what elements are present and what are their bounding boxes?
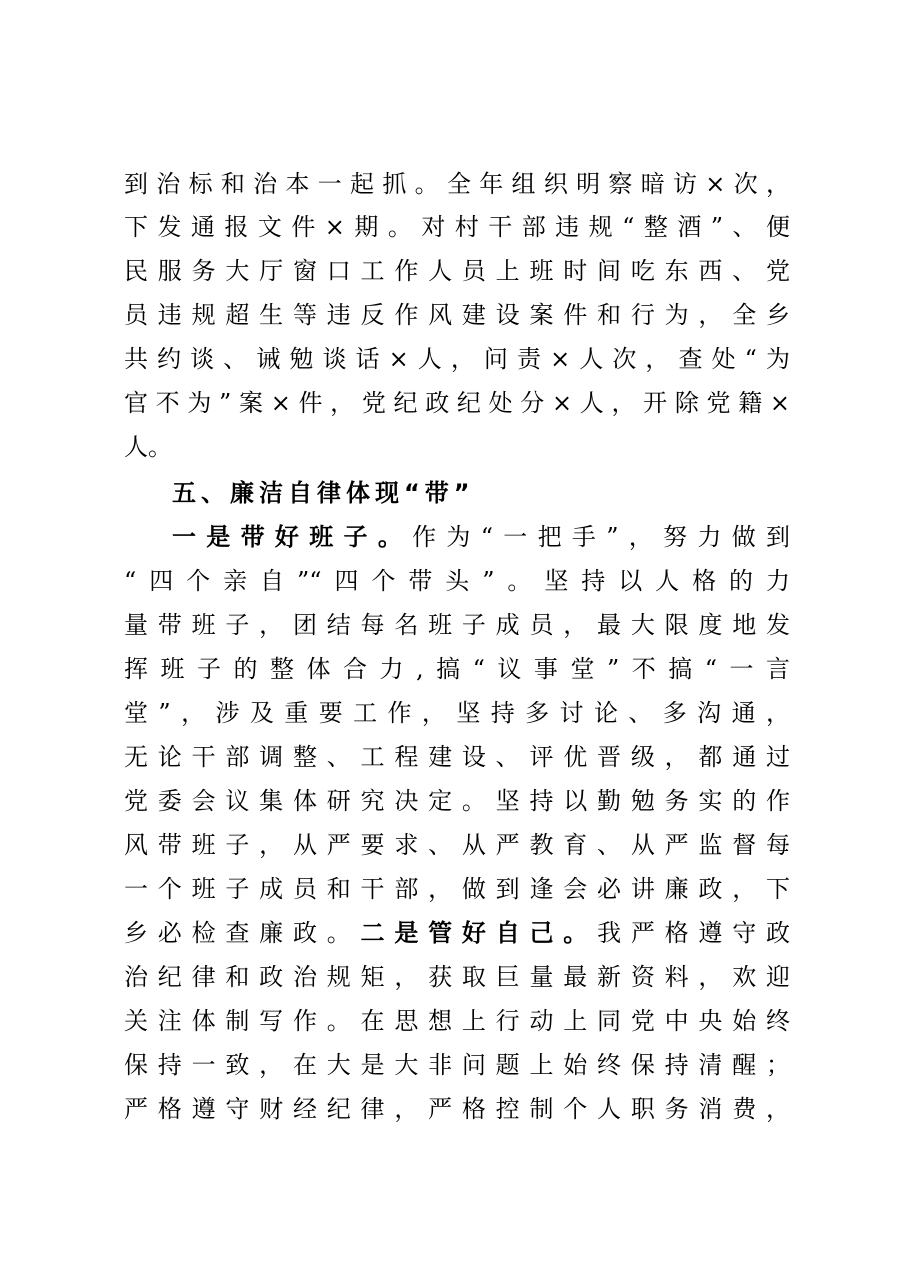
paragraph-line: 共约谈、诫勉谈话×人，问责×人次，查处“为 (124, 345, 790, 373)
paragraph-line: 一个班子成员和干部，做到逢会必讲廉政，下 (124, 875, 790, 903)
paragraph-line: 人。 (124, 433, 172, 461)
paragraph-line: 到治标和治本一起抓。全年组织明察暗访×次， (124, 170, 790, 198)
line-text: 我严格遵守政 (597, 919, 790, 947)
paragraph-line: 风带班子，从严要求、从严教育、从严监督每 (124, 831, 790, 859)
line-text: 乡必检查廉政。 (124, 919, 361, 947)
paragraph-line: 民服务大厅窗口工作人员上班时间吃东西、党 (124, 257, 790, 285)
paragraph-line (124, 913, 790, 953)
bold-lead: 二是管好自己。 (360, 919, 598, 947)
paragraph-line: 保持一致，在大是大非问题上始终保持清醒； (124, 1051, 790, 1079)
bold-lead: 一是带好班子。 (172, 523, 413, 551)
paragraph-line: 关注体制写作。在思想上行动上同党中央始终 (124, 1007, 790, 1035)
paragraph-line: 员违规超生等违反作风建设案件和行为，全乡 (124, 301, 790, 329)
paragraph-line: 堂”，涉及重要工作，坚持多讨论、多沟通， (124, 699, 790, 727)
paragraph-line: 治纪律和政治规矩，获取巨量最新资料，欢迎 (124, 963, 790, 991)
paragraph-line: “四个亲自”“四个带头”。坚持以人格的力 (124, 567, 790, 595)
paragraph-line: 量带班子，团结每名班子成员，最大限度地发 (124, 611, 790, 639)
paragraph-line: 挥班子的整体合力,搞“议事堂”不搞“一言 (124, 655, 790, 683)
lead-text: 作为“一把手”，努力做到 (412, 523, 790, 551)
paragraph-line: 严格遵守财经纪律，严格控制个人职务消费， (124, 1095, 790, 1123)
paragraph-line (172, 517, 790, 557)
paragraph-line: 党委会议集体研究决定。坚持以勤勉务实的作 (124, 787, 790, 815)
paragraph-line: 下发通报文件×期。对村干部违规“整酒”、便 (124, 213, 790, 241)
paragraph-line: 官不为”案×件，党纪政纪处分×人，开除党籍× (124, 389, 790, 417)
paragraph-line: 无论干部调整、工程建设、评优晋级，都通过 (124, 743, 790, 771)
section-heading: 五、廉洁自律体现“带” (172, 479, 475, 507)
